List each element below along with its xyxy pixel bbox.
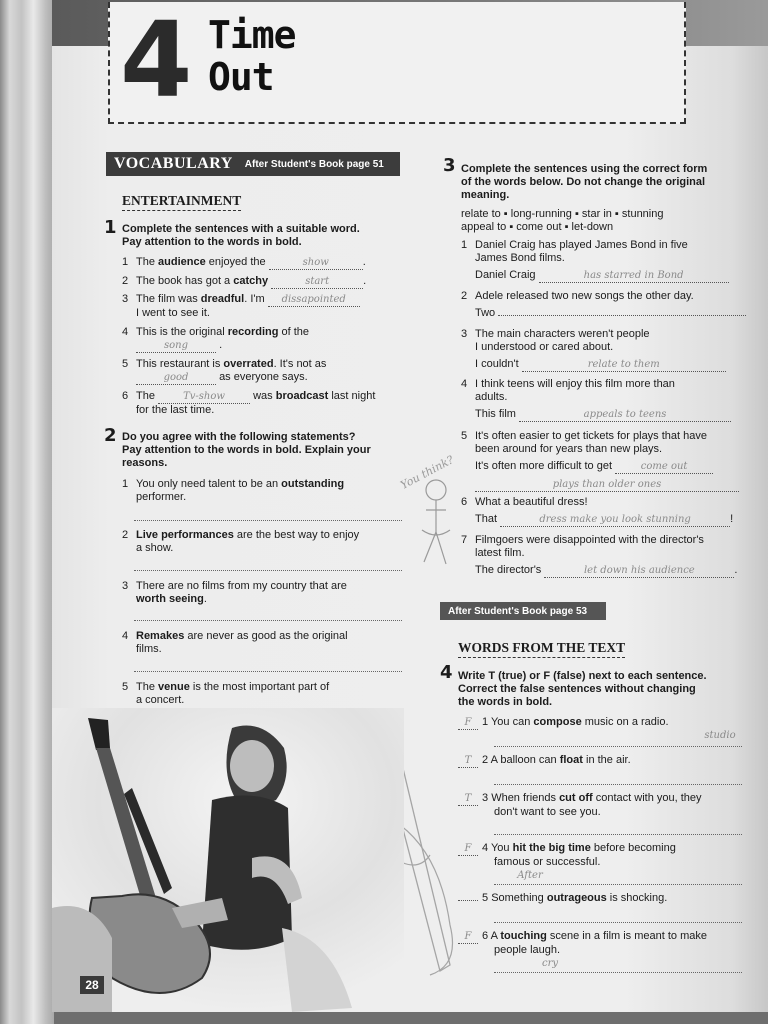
ex1-instruction-line-2: Pay attention to the words in bold.	[122, 236, 302, 248]
item-text: A	[490, 930, 501, 942]
ex1-item-5	[122, 358, 402, 385]
item-number: 4	[122, 326, 129, 338]
ex4-answer-line-2[interactable]	[494, 784, 742, 785]
ex1-instruction	[122, 223, 402, 249]
item-text: The book has got a	[136, 275, 234, 287]
ex4-instruction-line-3: the words in bold.	[458, 696, 553, 708]
page-number: 28	[80, 976, 104, 994]
item-text: before becoming	[590, 842, 676, 854]
item-bold: outrageous	[546, 892, 607, 904]
item-prompt: This film	[475, 408, 516, 420]
ex1-item-3	[122, 293, 402, 320]
ex3-item-2	[461, 290, 751, 320]
item-text: What a beautiful dress!	[475, 496, 588, 508]
ex2-item-5	[122, 681, 402, 707]
section-title: VOCABULARY	[114, 155, 233, 172]
ex1-number: 1	[104, 217, 117, 238]
entertainment-subheading: ENTERTAINMENT	[122, 193, 241, 211]
item-end: .	[362, 256, 366, 268]
ex3-word-box	[461, 208, 751, 234]
answer-blank[interactable]: come out	[615, 460, 713, 474]
ex2-item-1	[122, 478, 402, 504]
item-number: 3	[461, 328, 468, 340]
item-text: The main characters weren't people	[475, 328, 650, 340]
ex4-item-6	[458, 930, 754, 957]
item-number: 2	[122, 529, 129, 541]
item-text: You	[490, 842, 513, 854]
item-end: .	[734, 564, 738, 576]
item-bold: compose	[533, 716, 582, 728]
tf-answer[interactable]: F	[458, 716, 478, 730]
ex2-instruction-line-1: Do you agree with the following statements?	[122, 431, 356, 443]
unit-title-line-2: Out	[208, 55, 274, 99]
ex3-item-6	[461, 496, 753, 527]
item-continuation: as everyone says.	[219, 371, 308, 383]
ex1-item-6	[122, 390, 412, 417]
ex1-item-2	[122, 275, 366, 289]
item-continuation: a show.	[136, 542, 174, 554]
item-number: 5	[461, 430, 468, 442]
ex4-instruction-line-1: Write T (true) or F (false) next to each sentence.	[458, 670, 707, 682]
item-text: is the most important part of	[189, 681, 330, 693]
ex4-answer-line-1[interactable]	[494, 746, 742, 747]
item-number: 5	[122, 681, 129, 693]
ex1-item-4	[122, 326, 402, 353]
item-end: !	[730, 513, 734, 525]
item-continuation: performer.	[136, 491, 187, 503]
ex2-answer-line-4[interactable]	[134, 671, 402, 672]
item-text: is shocking.	[606, 892, 668, 904]
item-text: The	[136, 681, 159, 693]
ex3-number: 3	[443, 155, 456, 176]
answer-blank[interactable]: Tv-show	[158, 390, 250, 404]
item-prompt: The director's	[475, 564, 542, 576]
item-bold: catchy	[233, 275, 269, 287]
answer-blank[interactable]: start	[271, 275, 363, 289]
answer-blank[interactable]: song	[136, 339, 216, 353]
item-text: of the	[278, 326, 310, 338]
item-bold: worth seeing	[136, 593, 204, 605]
item-text: in the air.	[582, 754, 631, 766]
ex2-instruction-line-2: Pay attention to the words in bold. Explain your	[122, 444, 371, 456]
ex3-instruction	[461, 163, 751, 202]
guitarist-photo	[52, 708, 404, 1012]
ex4-answer-line-5[interactable]	[494, 922, 742, 923]
margin-note: You think?	[398, 453, 456, 492]
item-continuation: I went to see it.	[136, 307, 210, 319]
item-prompt: Daniel Craig	[475, 269, 536, 281]
section-ref: After Student's Book page 51	[244, 158, 384, 170]
ex4-correction-6: cry	[541, 958, 559, 969]
item-number: 2	[122, 275, 129, 287]
unit-title-line-1: Time	[208, 13, 296, 57]
book-binding	[0, 0, 54, 1024]
item-number: 4	[461, 378, 468, 390]
item-text: enjoyed the	[205, 256, 266, 268]
answer-blank[interactable]: dissapointed	[268, 293, 360, 307]
item-text: You only need talent to be an	[136, 478, 282, 490]
item-bold: recording	[227, 326, 279, 338]
item-number: 4	[122, 630, 129, 642]
item-text: . It's not as	[273, 358, 327, 370]
item-prompt: Two	[475, 307, 496, 319]
ex1-item-1	[122, 256, 366, 270]
item-bold: cut off	[559, 792, 593, 804]
item-bold: float	[559, 754, 583, 766]
answer-blank[interactable]: relate to them	[522, 358, 726, 372]
item-text: last night	[328, 390, 376, 402]
ex2-answer-line-3[interactable]	[134, 620, 402, 621]
ex4-instruction-line-2: Correct the false sentences without changing	[458, 683, 696, 695]
ex2-item-4	[122, 630, 402, 656]
item-bold: audience	[158, 256, 206, 268]
tf-answer[interactable]	[458, 900, 478, 901]
item-continuation: don't want to see you.	[494, 806, 601, 818]
ex2-answer-line-1[interactable]	[134, 520, 402, 521]
item-bold: venue	[158, 681, 190, 693]
ex2-instruction	[122, 431, 412, 470]
item-continuation: famous or successful.	[494, 856, 601, 868]
item-text: Adele released two new songs the other day.	[475, 290, 694, 302]
answer-blank[interactable]: appeals to teens	[519, 408, 731, 422]
item-continuation: been around for years than new plays.	[475, 443, 663, 455]
ex3-item-3	[461, 328, 751, 372]
item-text: . I'm	[244, 293, 265, 305]
vocabulary-section-header	[106, 152, 400, 176]
ex4-correction-1: studio	[704, 730, 736, 741]
item-text: music on a radio.	[581, 716, 669, 728]
item-number: 1	[482, 716, 489, 728]
ex3-item-1	[461, 239, 751, 283]
tf-answer[interactable]: F	[458, 930, 478, 944]
item-number: 6	[122, 390, 129, 402]
item-bold: outstanding	[281, 478, 345, 490]
item-end: .	[203, 593, 207, 605]
unit-title-box	[108, 2, 686, 124]
unit-title	[208, 13, 296, 100]
unit-number: 4	[120, 0, 193, 121]
ex2-item-2	[122, 529, 402, 555]
item-bold: dreadful	[200, 293, 245, 305]
ex3-item-4	[461, 378, 751, 422]
ex4-item-3	[458, 792, 754, 819]
ex2-instruction-line-3: reasons.	[122, 457, 168, 469]
ex3-instruction-line-1: Complete the sentences using the correct form	[461, 163, 708, 175]
doodle-figure	[412, 470, 462, 580]
item-text: contact with you, they	[592, 792, 702, 804]
item-bold: hit the big time	[512, 842, 591, 854]
item-text: When friends	[491, 792, 560, 804]
ex4-correction-4: After	[517, 870, 543, 881]
item-continuation: latest film.	[475, 547, 525, 559]
answer-blank[interactable]: dress make you look stunning	[500, 513, 730, 527]
item-number: 2	[461, 290, 468, 302]
item-bold: Live performances	[136, 529, 234, 541]
item-text: The	[136, 256, 159, 268]
tf-answer[interactable]: T	[458, 792, 478, 806]
item-end: .	[363, 275, 367, 287]
item-text: I think teens will enjoy this film more than	[475, 378, 675, 390]
item-number: 3	[122, 580, 129, 592]
answer-blank[interactable]: good	[136, 371, 216, 385]
item-text: It's often easier to get tickets for plays that have	[475, 430, 707, 442]
ex2-number: 2	[104, 425, 117, 446]
ex3-instruction-line-3: meaning.	[461, 189, 510, 201]
item-bold: overrated	[223, 358, 274, 370]
item-text: You can	[490, 716, 534, 728]
item-number: 5	[482, 892, 489, 904]
ex4-item-2	[458, 754, 754, 768]
item-text: Something	[491, 892, 547, 904]
section2-header: After Student's Book page 53	[440, 602, 606, 620]
item-text: The	[136, 390, 155, 402]
ex3-item-5	[461, 430, 753, 492]
ex1-instruction-line-1: Complete the sentences with a suitable word.	[122, 223, 360, 235]
item-bold: touching	[500, 930, 547, 942]
item-number: 5	[122, 358, 129, 370]
ex3-words-line-2: appeal to ▪ come out ▪ let-down	[461, 221, 614, 233]
item-text: This restaurant is	[136, 358, 224, 370]
ex4-item-4	[458, 842, 754, 869]
ex4-item-5	[458, 892, 754, 905]
ex4-instruction	[458, 670, 754, 709]
item-prompt: That	[475, 513, 498, 525]
item-continuation: for the last time.	[136, 404, 215, 416]
answer-blank[interactable]: has starred in Bond	[539, 269, 729, 283]
ex3-words-line-1: relate to ▪ long-running ▪ star in ▪ stunning	[461, 208, 664, 220]
item-number: 7	[461, 534, 468, 546]
item-continuation: a concert.	[136, 694, 185, 706]
item-text: Daniel Craig has played James Bond in five	[475, 239, 688, 251]
ex3-item-7	[461, 534, 753, 578]
answer-blank[interactable]: let down his audience	[544, 564, 734, 578]
item-text: Filmgoers were disappointed with the director's	[475, 534, 704, 546]
ex4-answer-line-3[interactable]	[494, 834, 742, 835]
tf-answer[interactable]: F	[458, 842, 478, 856]
answer-blank[interactable]: show	[269, 256, 363, 270]
ex4-number: 4	[440, 662, 453, 683]
item-number: 1	[461, 239, 468, 251]
ex4-answer-line-6[interactable]	[494, 972, 742, 973]
item-number: 3	[122, 293, 129, 305]
item-number: 2	[482, 754, 489, 766]
item-number: 6	[482, 930, 489, 942]
answer-blank-2[interactable]: plays than older ones	[475, 478, 739, 492]
item-continuation: adults.	[475, 391, 508, 403]
item-number: 3	[482, 792, 489, 804]
item-number: 1	[122, 256, 129, 268]
item-end: .	[219, 339, 223, 351]
item-text: are never as good as the original	[184, 630, 348, 642]
item-text: There are no films from my country that are	[136, 580, 347, 592]
answer-blank[interactable]	[498, 315, 746, 316]
item-text: A balloon can	[490, 754, 560, 766]
item-prompt: It's often more difficult to get	[475, 460, 613, 472]
words-from-text-subheading: WORDS FROM THE TEXT	[458, 640, 625, 658]
item-prompt: I couldn't	[475, 358, 519, 370]
item-continuation: films.	[136, 643, 162, 655]
item-text: scene in a film is meant to make	[546, 930, 707, 942]
item-text: The film was	[136, 293, 201, 305]
item-number: 6	[461, 496, 468, 508]
ex3-instruction-line-2: of the words below. Do not change the original	[461, 176, 706, 188]
ex4-answer-line-4[interactable]	[494, 884, 742, 885]
item-number: 1	[122, 478, 129, 490]
item-continuation: I understood or cared about.	[475, 341, 614, 353]
item-text: are the best way to enjoy	[233, 529, 360, 541]
ex2-answer-line-2[interactable]	[134, 570, 402, 571]
item-bold: broadcast	[275, 390, 329, 402]
ex2-item-3	[122, 580, 402, 606]
ex4-item-1	[458, 716, 754, 730]
item-continuation: people laugh.	[494, 944, 561, 956]
item-text: This is the original	[136, 326, 228, 338]
item-bold: Remakes	[136, 630, 185, 642]
item-continuation: James Bond films.	[475, 252, 565, 264]
tf-answer[interactable]: T	[458, 754, 478, 768]
item-text: was	[253, 390, 276, 402]
item-number: 4	[482, 842, 489, 854]
